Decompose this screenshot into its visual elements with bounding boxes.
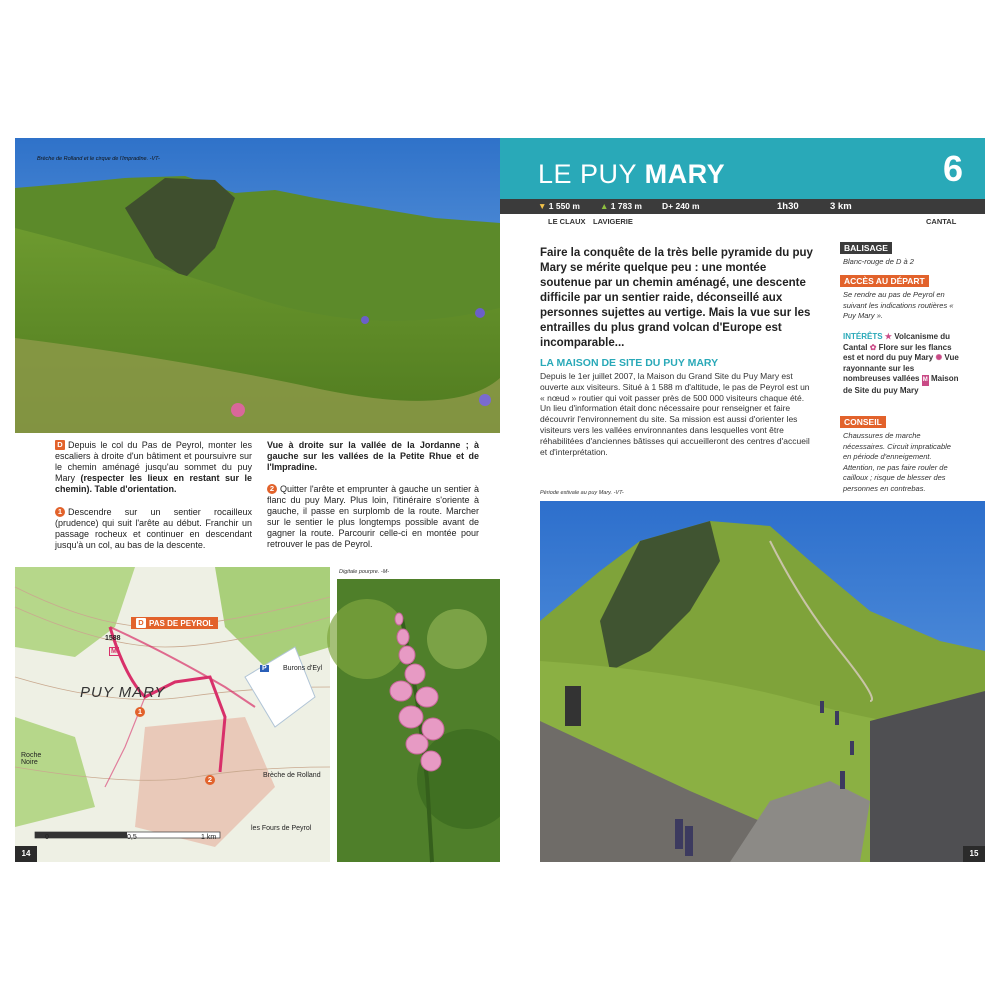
interets-4: Maison de Site du puy Mary bbox=[843, 374, 959, 395]
ridge-landscape-photo bbox=[15, 138, 500, 433]
altitude-max: ▲ 1 783 m bbox=[600, 201, 642, 211]
map-breche: Brèche de Rolland bbox=[263, 772, 321, 779]
page-number-right: 15 bbox=[963, 846, 985, 862]
map-start-label: D PAS DE PEYROL bbox=[131, 617, 218, 629]
route-number: 6 bbox=[942, 148, 964, 189]
title-band bbox=[500, 138, 985, 199]
step-view-text: Vue à droite sur la vallée de la Jordanne ; à gauche sur les vallées de la Petite Rhue et de l'Impradine. bbox=[267, 440, 479, 472]
step-1-text bbox=[55, 507, 252, 551]
info-bar bbox=[500, 199, 985, 214]
map-roche: Roche Noire bbox=[21, 752, 42, 766]
conseil-text: Chaussures de marche nécessaires. Circuit impraticable en période d'enneigement. Attention, ne pas faire rouler de cailloux ; risque de blesser des personnes en contrebas. bbox=[843, 431, 951, 493]
step-d-badge: D bbox=[55, 440, 65, 450]
puy-mary-summer-photo bbox=[540, 501, 985, 862]
right-page bbox=[500, 138, 985, 862]
acces-label: ACCÈS AU DÉPART bbox=[840, 275, 929, 287]
section-body: Depuis le 1er juillet 2007, la Maison du Grand Site du Puy Mary est ouverte aux visiteurs. Situé à 1 588 m d'altitude, le pas de Peyrol est un « nœud » routier qui voit passer près de 500 000 visiteurs chaque été. Un lieu d'information était donc nécessaire pour renseigner et faire découvrir l'environnement du site. Sa mission est aussi d'orienter les visiteurs vers les vallées environnantes dans lesquelles vont être réhabilitées d'anciennes bâtisses qui accueilleront des centres d'accueil et d'interprétation. bbox=[540, 371, 810, 457]
map-start-badge: D bbox=[136, 618, 146, 628]
elevation-gain: D+ 240 m bbox=[662, 201, 700, 211]
place-lavigerie: LAVIGERIE bbox=[593, 217, 633, 226]
interets-1: Volcanisme du Cantal bbox=[843, 332, 951, 352]
map-parking: P bbox=[262, 665, 267, 672]
route-map bbox=[15, 567, 330, 862]
title-bold: MARY bbox=[644, 159, 726, 189]
balisage-label: BALISAGE bbox=[840, 242, 892, 254]
title-light: LE PUY bbox=[538, 159, 637, 189]
region-label: CANTAL bbox=[926, 217, 957, 226]
left-page bbox=[15, 138, 500, 862]
map-m-marker: M bbox=[111, 648, 117, 655]
map-pin-2: 2 bbox=[205, 775, 215, 785]
map-burons: Burons d'Eyl bbox=[283, 665, 323, 672]
interets-block bbox=[843, 332, 961, 396]
conseil-label: CONSEIL bbox=[840, 416, 886, 428]
map-fours: les Fours de Peyrol bbox=[251, 825, 312, 832]
duration: 1h30 bbox=[777, 201, 799, 212]
volcano-star-icon: ★ bbox=[884, 332, 892, 341]
map-peak-label: PUY MARY bbox=[80, 684, 166, 701]
step-1-badge: 1 bbox=[55, 507, 65, 517]
step-d-text bbox=[55, 440, 252, 495]
map-scale-end: 1 km bbox=[201, 834, 217, 841]
intro-paragraph: Faire la conquête de la très belle pyramide du puy Mary se mérite quelque peu : une montée soutenue par un chemin aménagé, une descente difficile par un sentier raide, déconseillé aux personnes sujettes au vertige. Mais la vue sur les entrailles du plus grand volcan d'Europe est incomparable... bbox=[540, 247, 813, 349]
map-scale-mid: 0,5 bbox=[127, 834, 137, 841]
page-title bbox=[538, 159, 725, 190]
map-altitude: 1588 bbox=[105, 635, 121, 642]
interets-3: Vue rayonnante sur les nombreuses vallées bbox=[843, 353, 959, 383]
place-le-claux: LE CLAUX bbox=[548, 217, 586, 226]
step-1-body: Descendre sur un sentier rocailleux (prudence) qui suit l'arête au début. Franchir un passage rocheux et continuer en descendant jusqu'à un col, au bas de la descente. bbox=[55, 507, 252, 550]
photo-caption: Brèche de Rolland et le cirque de l'Impradine. -VT- bbox=[37, 156, 160, 162]
map-scale-0: 0 bbox=[45, 834, 49, 841]
step-2-badge: 2 bbox=[267, 484, 277, 494]
acces-text: Se rendre au pas de Peyrol en suivant les indications routières « Puy Mary ». bbox=[843, 290, 954, 320]
page-number-left: 14 bbox=[15, 846, 37, 862]
altitude-min: ▼ 1 550 m bbox=[538, 201, 580, 211]
summer-photo-caption: Période estivale au puy Mary. -VT- bbox=[540, 490, 624, 496]
interets-2: Flore sur les flancs est et nord du puy Mary bbox=[843, 342, 952, 362]
flower-caption: Digitale pourpre. -M- bbox=[339, 569, 390, 575]
flower-icon: ✿ bbox=[869, 342, 877, 352]
step-2-text bbox=[267, 484, 479, 550]
museum-icon: M bbox=[922, 375, 929, 386]
balisage-text: Blanc-rouge de D à 2 bbox=[843, 257, 914, 266]
section-title: LA MAISON DE SITE DU PUY MARY bbox=[540, 357, 719, 369]
step-2-body: Quitter l'arête et emprunter à gauche un sentier à flanc du puy Mary. Plus loin, l'itinéraire s'oriente à gauche, il passe en surplomb de la route. Marcher sur le sentier le plus longtemps possible avant de gagner la route. Parcourir celle-ci en montée pour retrouver le pas de Peyrol. bbox=[267, 484, 479, 549]
interets-label: INTÉRÊTS bbox=[843, 332, 883, 341]
map-pin-1: 1 bbox=[135, 707, 145, 717]
step-d-bold: (respecter les lieux en restant sur le chemin). Table d'orientation. bbox=[55, 473, 252, 494]
places-bar bbox=[500, 215, 985, 228]
distance: 3 km bbox=[830, 201, 852, 212]
step-d-body: Depuis le col du Pas de Peyrol, monter les escaliers à droite d'un bâtiment et poursuivre sur le chemin aménagé jusqu'au sommet du puy Mary bbox=[55, 440, 252, 483]
panorama-icon: ✺ bbox=[935, 353, 943, 362]
up-triangle-icon: ▲ bbox=[600, 201, 609, 211]
down-triangle-icon: ▼ bbox=[538, 201, 547, 211]
foxglove-photo bbox=[337, 569, 500, 862]
